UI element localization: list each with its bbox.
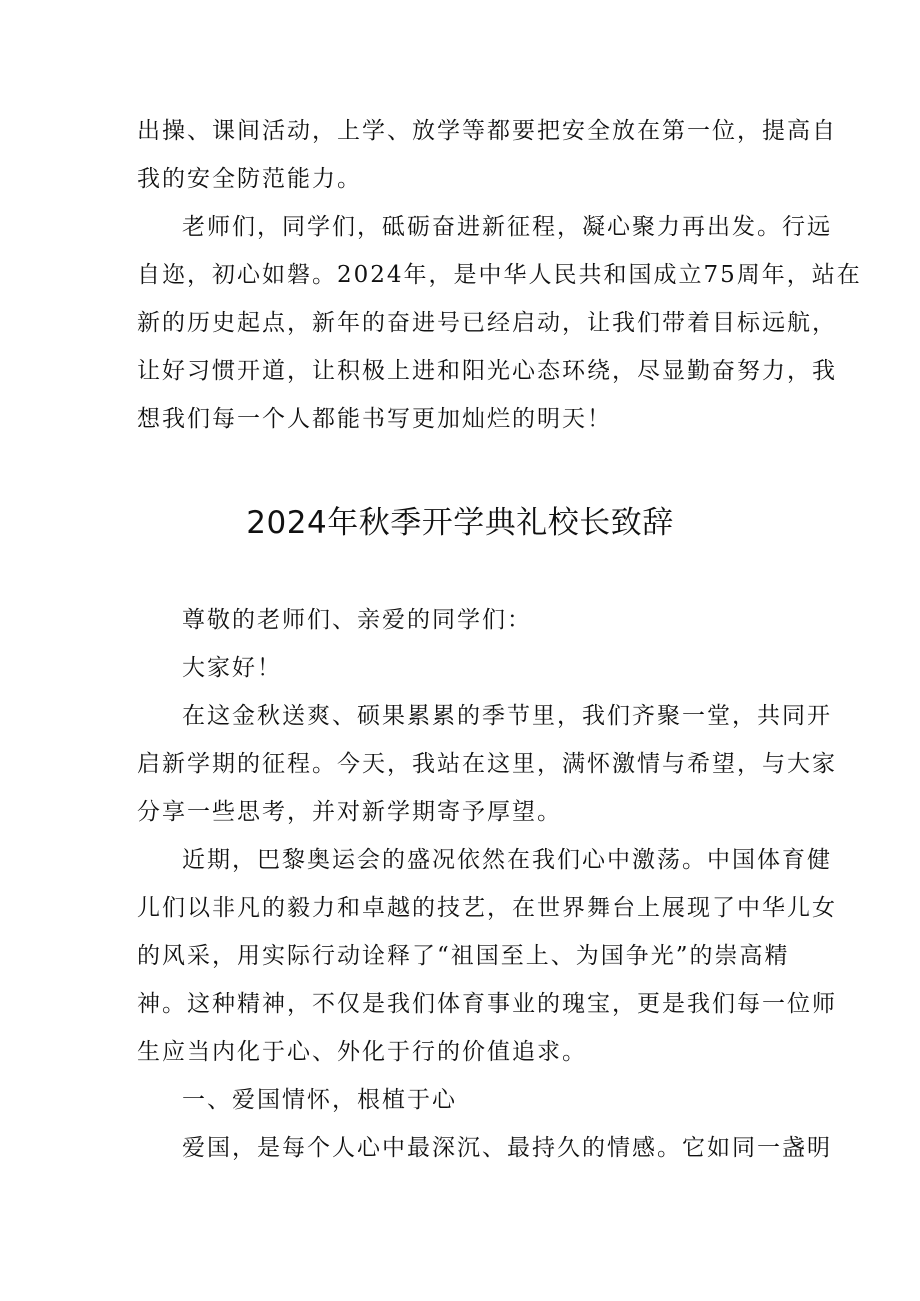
speech-line-7: 儿们以非凡的毅力和卓越的技艺，在世界舞台上展现了中华儿女 [137, 895, 837, 921]
section-heading-1: 一、爱国情怀，根植于心 [182, 1087, 457, 1113]
speech-line-9: 神。这种精神，不仅是我们体育事业的瑰宝，更是我们每一位师 [137, 991, 837, 1017]
intro-line-4: 自迩，初心如磐。2024年，是中华人民共和国成立75周年，站在 [137, 262, 862, 288]
speech-line-3: 在这金秋送爽、硕果累累的季节里，我们齐聚一堂，共同开 [182, 703, 832, 729]
speech-line-4: 启新学期的征程。今天，我站在这里，满怀激情与希望，与大家 [137, 751, 837, 777]
speech-line-8: 的风采，用实际行动诠释了“祖国至上、为国争光”的崇高精 [137, 943, 790, 969]
intro-line-5: 新的历史起点，新年的奋进号已经启动，让我们带着目标远航， [137, 310, 837, 336]
speech-line-10: 生应当内化于心、外化于行的价值追求。 [137, 1039, 587, 1065]
salutation: 尊敬的老师们、亲爱的同学们： [182, 607, 532, 633]
speech-line-5: 分享一些思考，并对新学期寄予厚望。 [137, 799, 562, 825]
intro-line-7: 想我们每一个人都能书写更加灿烂的明天！ [137, 406, 612, 432]
greeting: 大家好！ [182, 655, 282, 681]
speech-line-6: 近期，巴黎奥运会的盛况依然在我们心中激荡。中国体育健 [182, 847, 832, 873]
speech-line-12: 爱国，是每个人心中最深沉、最持久的情感。它如同一盏明 [182, 1135, 832, 1161]
intro-line-6: 让好习惯开道，让积极上进和阳光心态环绕，尽显勤奋努力，我 [137, 358, 837, 384]
speech-title: 2024年秋季开学典礼校长致辞 [246, 505, 674, 541]
intro-line-1: 出操、课间活动，上学、放学等都要把安全放在第一位，提高自 [137, 118, 837, 144]
intro-line-3: 老师们，同学们，砥砺奋进新征程，凝心聚力再出发。行远 [182, 214, 832, 240]
intro-line-2: 我的安全防范能力。 [137, 166, 362, 192]
